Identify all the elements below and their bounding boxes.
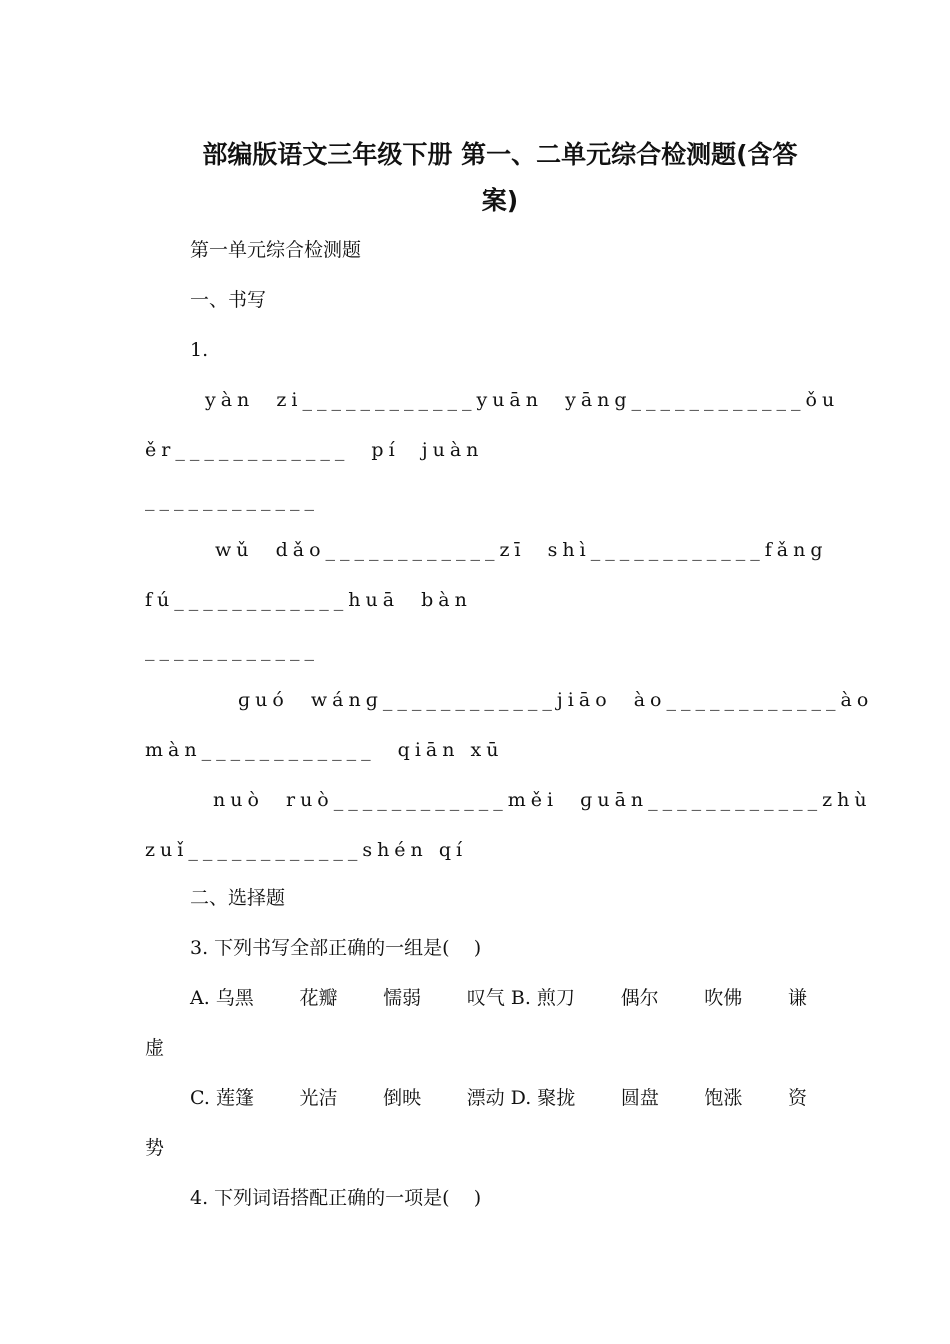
pinyin-row-3: ____________ — [145, 489, 319, 511]
title-line-2: 案) — [481, 186, 519, 215]
pinyin-row-1 — [205, 388, 840, 412]
unit1-heading: 第一单元综合检测题 — [190, 239, 362, 261]
title-line-1: 部编版语文三年级下册 第一、二单元综合检测题(含答 — [202, 140, 798, 169]
option-b-word-4-start: 谦 — [787, 987, 807, 1009]
pinyin-row-10: zuǐ____________shén qí — [145, 839, 468, 861]
pinyin-row-7 — [238, 688, 874, 712]
pinyin-row-9-right: měi ɡuān____________zhù — [507, 789, 872, 811]
pinyin-row-7-left: ɡuó wánɡ____________jiāo ào____________ — [238, 689, 841, 711]
option-d-word-4-start: 资 — [787, 1087, 807, 1109]
question-4-stem: 4. 下列词语搭配正确的一项是( ) — [190, 1187, 482, 1209]
section1-heading: 一、书写 — [190, 289, 267, 311]
question-3-stem: 3. 下列书写全部正确的一组是( ) — [190, 937, 482, 959]
option-c-word-2: 光洁 — [299, 1087, 338, 1109]
pinyin-row-4-left: wǔ dǎo____________zī shì____________ — [215, 539, 765, 561]
question-3-options-row-2 — [190, 1086, 807, 1110]
option-b-word-2: 偶尔 — [620, 987, 659, 1009]
pinyin-row-6: ____________ — [145, 639, 319, 661]
option-a-word-3: 懦弱 — [383, 987, 422, 1009]
option-d-word-2: 圆盘 — [620, 1087, 659, 1109]
option-c-word-3: 倒映 — [383, 1087, 422, 1109]
pinyin-row-8: màn____________ qiān xū — [145, 739, 504, 761]
option-a-word-2: 花瓣 — [299, 987, 338, 1009]
question-3-options-row-1-cont: 虚 — [145, 1037, 165, 1059]
option-d-word-3: 饱涨 — [704, 1087, 743, 1109]
pinyin-row-4 — [215, 538, 828, 562]
pinyin-row-2: ěr____________ pí juàn — [145, 439, 484, 461]
question-3-options-row-2-cont: 势 — [145, 1137, 165, 1159]
pinyin-row-5: fú____________huā bàn — [145, 589, 472, 611]
pinyin-row-1-left: yàn zi____________yuān yāng____________ — [205, 389, 806, 411]
question-1-label: 1. — [190, 339, 209, 361]
pinyin-row-9 — [213, 788, 872, 812]
pinyin-row-4-right: fǎng — [764, 539, 828, 561]
question-3-options-row-1 — [190, 986, 807, 1010]
pinyin-row-7-right: ào — [840, 689, 874, 711]
option-a-word-1: A. 乌黑 — [190, 987, 254, 1009]
option-c-word-4-option-d-word-1: 漂动 D. 聚拢 — [466, 1087, 576, 1109]
option-c-word-1: C. 莲篷 — [190, 1087, 254, 1109]
option-b-word-3: 吹佛 — [704, 987, 743, 1009]
document-title — [190, 132, 810, 224]
option-a-word-4-option-b-word-1: 叹气 B. 煎刀 — [466, 987, 575, 1009]
pinyin-row-1-right: ǒu — [805, 389, 840, 411]
section2-heading: 二、选择题 — [190, 887, 286, 909]
pinyin-row-9-left: nuò ruò____________ — [213, 789, 508, 811]
